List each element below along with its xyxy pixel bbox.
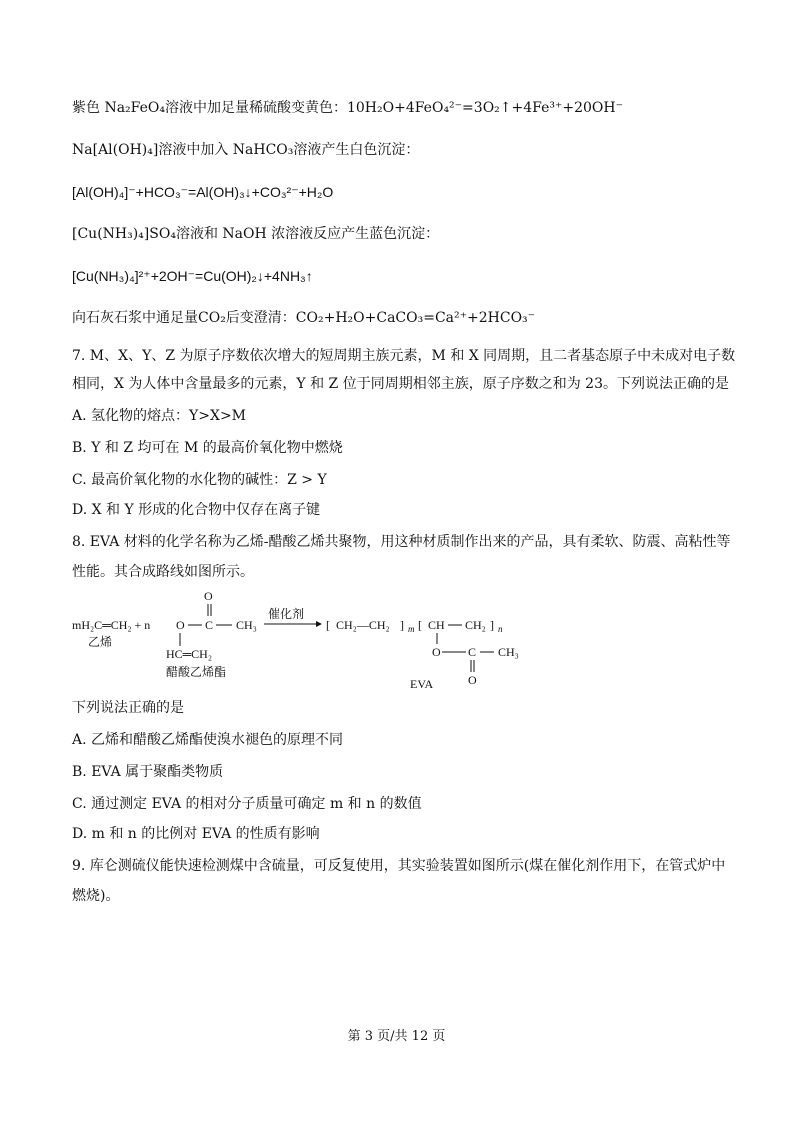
svg-text:O: O bbox=[432, 645, 441, 659]
svg-text:O: O bbox=[468, 673, 477, 687]
q8-option-b: B. EVA 属于聚酯类物质 bbox=[72, 764, 224, 780]
svg-text:CH: CH bbox=[428, 618, 445, 632]
option-c-equation: [Cu(NH₃)₄]²⁺+2OH⁻=Cu(OH)₂↓+4NH₃↑ bbox=[72, 268, 313, 284]
q9-stem-line1: 9. 库仑测硫仪能快速检测煤中含硫量，可反复使用，其实验装置如图所示(煤在催化剂作用下，在管式炉中 bbox=[72, 858, 726, 874]
svg-text:HC═CH₂: HC═CH₂ bbox=[166, 647, 213, 661]
svg-text:C: C bbox=[468, 645, 477, 659]
option-d: 向石灰石浆中通足量CO₂后变澄清：CO₂+H₂O+CaCO₃=Ca²⁺+2HCO₃⁻ bbox=[72, 310, 536, 326]
option-a: 紫色 Na₂FeO₄溶液中加足量稀硫酸变黄色：10H₂O+4FeO₄²⁻=3O₂↑+4Fe³⁺+20OH⁻ bbox=[72, 100, 624, 116]
svg-text:CH₃: CH₃ bbox=[498, 645, 519, 659]
page-footer: 第 3 页/共 12 页 bbox=[347, 1029, 446, 1044]
ethylene-name: 乙烯 bbox=[88, 635, 113, 649]
ethylene-formula: mH₂C═CH₂ + n bbox=[72, 618, 151, 632]
svg-text:]: ] bbox=[490, 618, 494, 632]
q8-option-d: D. m 和 n 的比例对 EVA 的性质有影响 bbox=[72, 826, 320, 842]
q8-stem-line2: 性能。其合成路线如图所示。 bbox=[72, 564, 254, 580]
q8-option-a: A. 乙烯和醋酸乙烯酯使溴水褪色的原理不同 bbox=[72, 732, 344, 748]
svg-text:CH₃: CH₃ bbox=[236, 618, 257, 632]
option-b-equation: [Al(OH)₄]⁻+HCO₃⁻=Al(OH)₃↓+CO₃²⁻+H₂O bbox=[72, 184, 334, 200]
eva-label: EVA bbox=[410, 677, 434, 691]
eva-synthesis-scheme bbox=[70, 588, 730, 692]
svg-text:n: n bbox=[498, 624, 503, 634]
q7-option-b: B. Y 和 Z 均可在 M 的最高价氧化物中燃烧 bbox=[72, 440, 343, 456]
q7-option-a: A. 氢化物的熔点：Y>X>M bbox=[72, 408, 247, 424]
svg-text:]: ] bbox=[400, 618, 404, 632]
svg-text:CH₂: CH₂ bbox=[465, 618, 486, 632]
q7-stem-line1: 7. M、X、Y、Z 为原子序数依次增大的短周期主族元素，M 和 X 同周期，且二者基态原子中未成对电子数 bbox=[72, 348, 736, 364]
svg-text:O: O bbox=[176, 618, 185, 632]
q7-option-d: D. X 和 Y 形成的化合物中仅存在离子键 bbox=[72, 502, 321, 518]
q9-stem-line2: 燃烧)。 bbox=[72, 888, 120, 904]
option-c: [Cu(NH₃)₄]SO₄溶液和 NaOH 浓溶液反应产生蓝色沉淀： bbox=[72, 226, 440, 242]
svg-text:m: m bbox=[408, 624, 415, 634]
svg-text:C: C bbox=[205, 618, 214, 632]
q8-stem-line1: 8. EVA 材料的化学名称为乙烯-醋酸乙烯共聚物，用这种材质制作出来的产品，具有柔软、防震、高粘性等 bbox=[72, 534, 731, 550]
svg-text:[: [ bbox=[326, 618, 330, 632]
q8-question: 下列说法正确的是 bbox=[72, 700, 184, 716]
option-b: Na[Al(OH)₄]溶液中加入 NaHCO₃溶液产生白色沉淀： bbox=[72, 142, 420, 158]
q7-stem-line2: 相同，X 为人体中含量最多的元素，Y 和 Z 位于同周期相邻主族，原子序数之和为 23。下列说法正确的是 bbox=[72, 376, 729, 392]
q8-option-c: C. 通过测定 EVA 的相对分子质量可确定 m 和 n 的数值 bbox=[72, 796, 422, 812]
vinyl-acetate-name: 醋酸乙烯酯 bbox=[166, 665, 227, 679]
q7-option-c: C. 最高价氧化物的水化物的碱性：Z > Y bbox=[72, 472, 327, 488]
svg-text:CH₂—CH₂: CH₂—CH₂ bbox=[336, 618, 390, 632]
svg-text:O: O bbox=[204, 589, 213, 603]
catalyst-label: 催化剂 bbox=[268, 607, 305, 621]
svg-text:[: [ bbox=[418, 618, 422, 632]
